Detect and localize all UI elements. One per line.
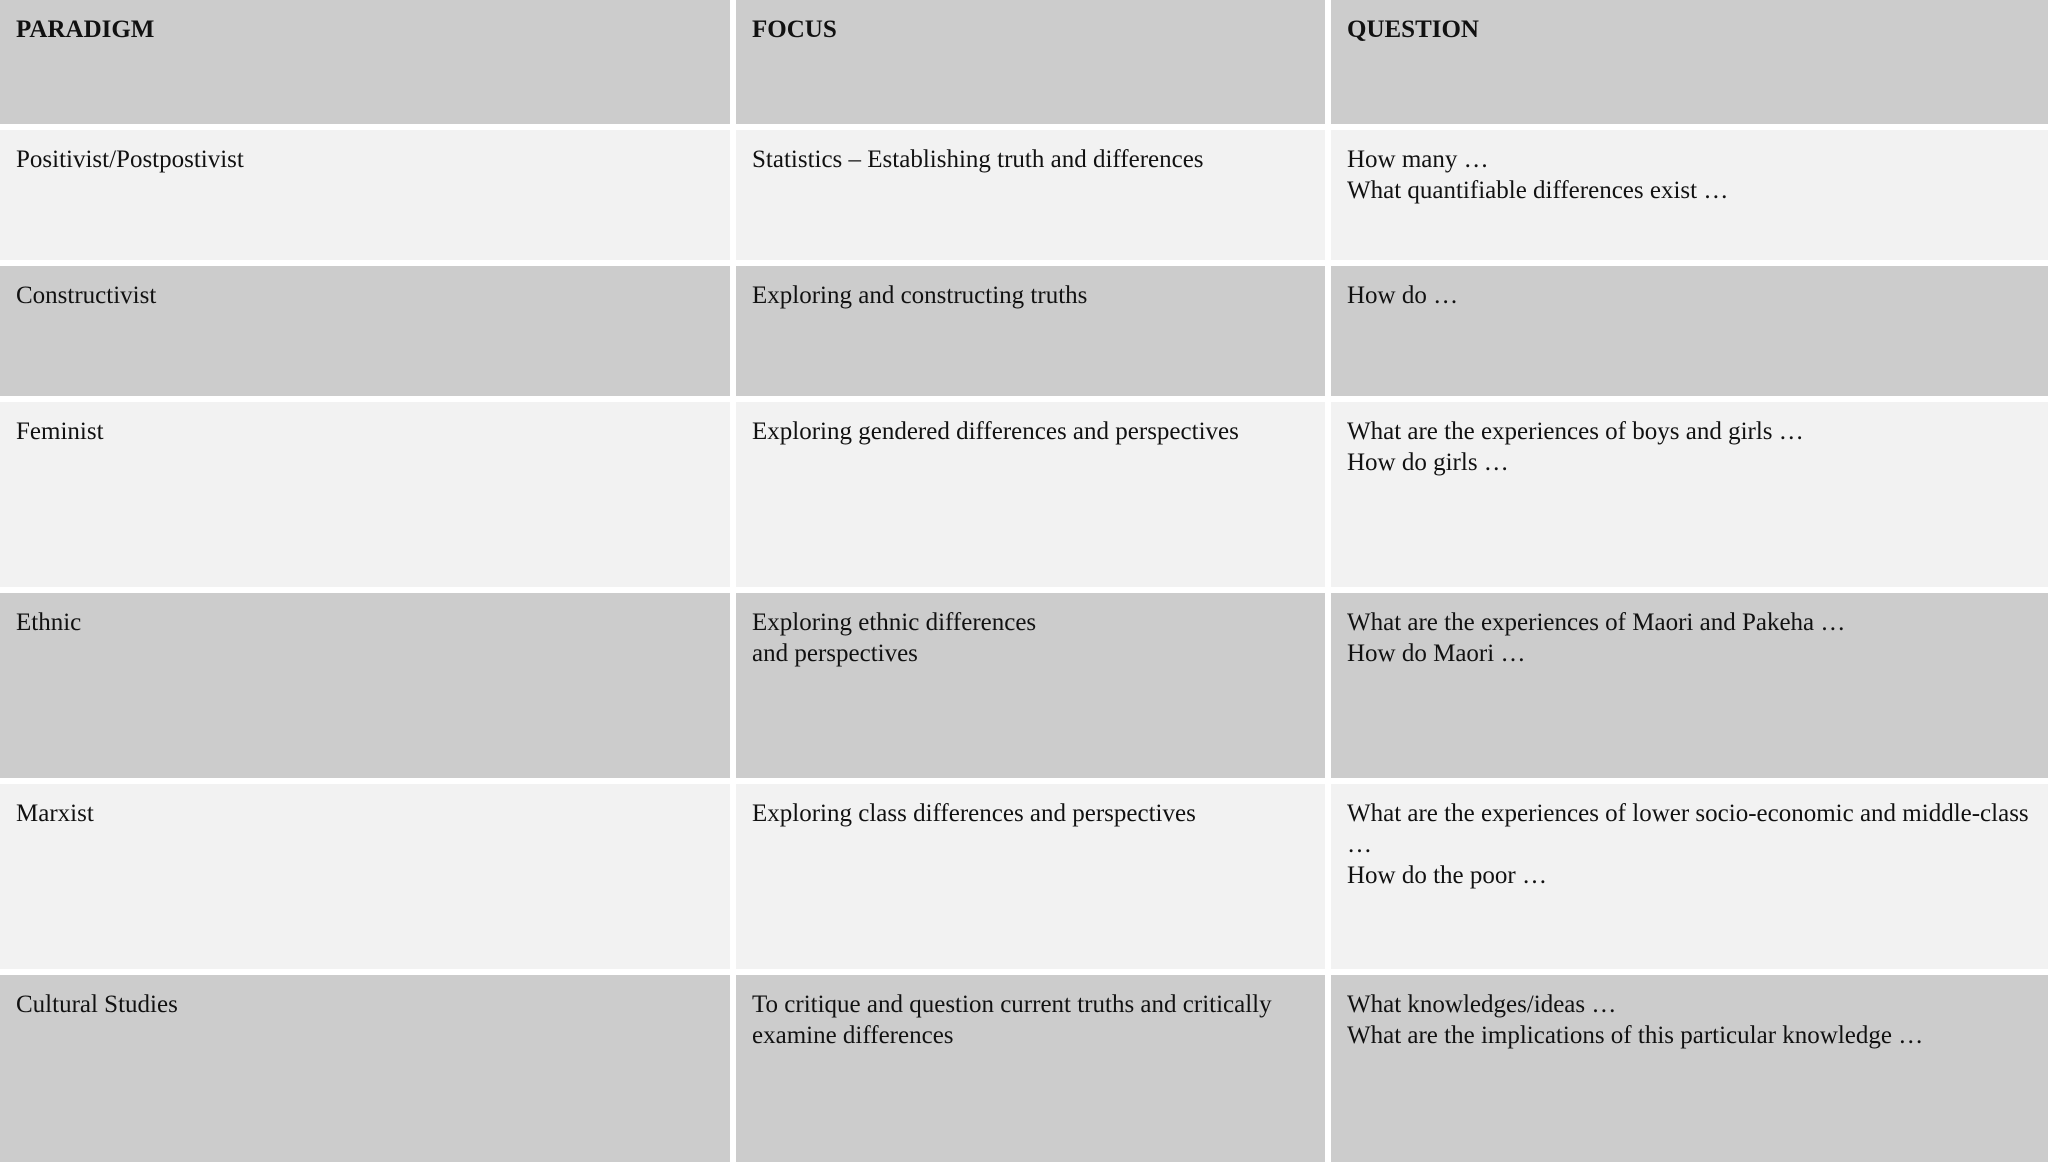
paradigm-cell: Feminist [0,402,730,587]
focus-cell [736,402,1325,587]
paradigm-cell: Positivist/Postpostivist [0,130,730,260]
question-line: What are the experiences of lower socio-economic and middle-class … [1347,800,2029,858]
question-line: What quantifiable differences exist … [1347,177,1729,204]
focus-line: and perspectives [752,640,918,667]
question-line: How do Maori … [1347,640,1526,667]
question-cell [1331,130,2048,260]
question-cell [1331,975,2048,1162]
question-cell [1331,593,2048,778]
question-line: How do … [1347,282,1459,309]
paradigm-cell: Constructivist [0,266,730,396]
header-paradigm: PARADIGM [0,0,730,124]
question-line: How do girls … [1347,449,1509,476]
question-cell [1331,784,2048,969]
focus-cell [736,975,1325,1162]
focus-line: To critique and question current truths and critically examine differences [752,991,1272,1049]
focus-cell [736,266,1325,396]
focus-line: Exploring gendered differences and perspectives [752,418,1239,445]
focus-cell [736,593,1325,778]
question-line: What knowledges/ideas … [1347,991,1617,1018]
question-cell [1331,266,2048,396]
paradigm-cell: Marxist [0,784,730,969]
question-cell [1331,402,2048,587]
focus-line: Exploring and constructing truths [752,282,1088,309]
question-line: What are the experiences of boys and girls … [1347,418,1804,445]
focus-cell [736,784,1325,969]
focus-line: Exploring class differences and perspectives [752,800,1196,827]
focus-line: Statistics – Establishing truth and differences [752,146,1204,173]
focus-cell [736,130,1325,260]
question-line: What are the implications of this particular knowledge … [1347,1022,1924,1049]
question-line: How do the poor … [1347,862,1547,889]
question-line: What are the experiences of Maori and Pakeha … [1347,609,1846,636]
paradigm-cell: Ethnic [0,593,730,778]
header-focus: FOCUS [736,0,1325,124]
paradigm-cell: Cultural Studies [0,975,730,1162]
question-line: How many … [1347,146,1489,173]
focus-line: Exploring ethnic differences [752,609,1037,636]
header-question: QUESTION [1331,0,2048,124]
